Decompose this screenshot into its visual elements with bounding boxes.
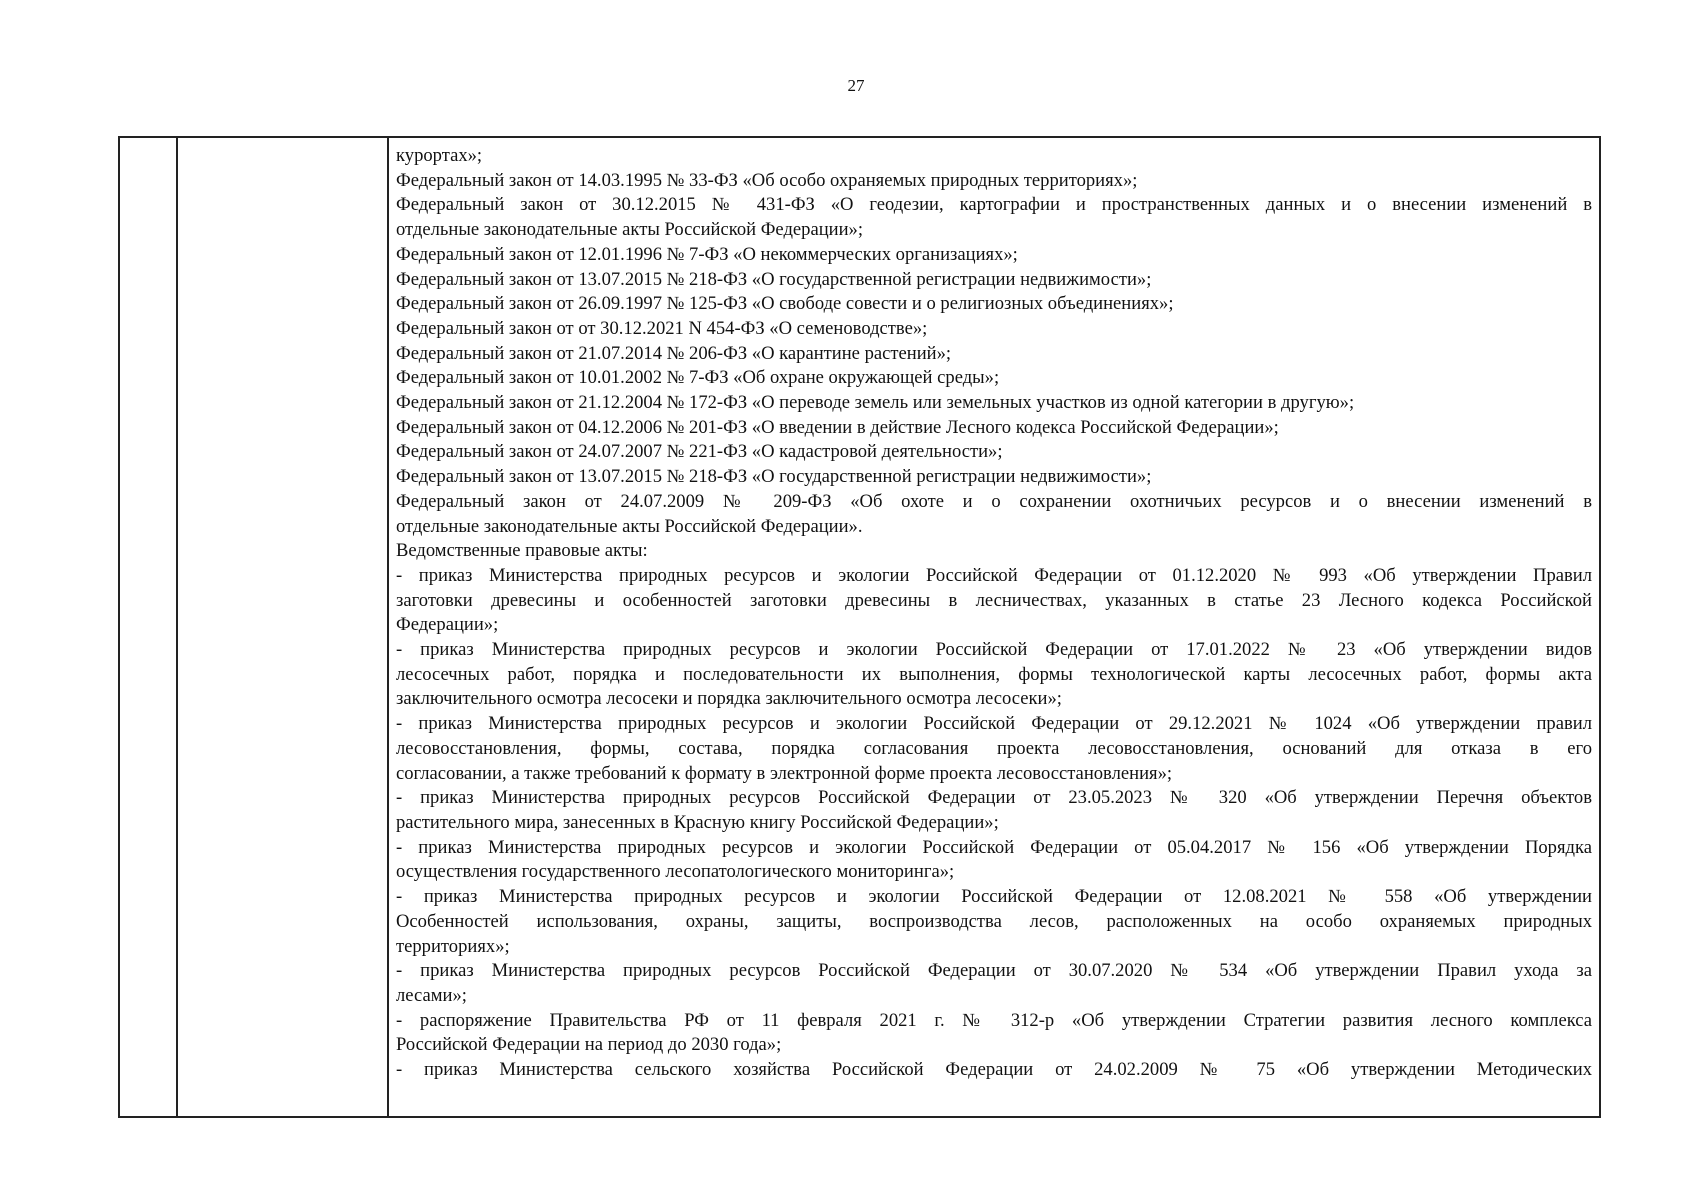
text-line: - приказ Министерства природных ресурсов Российской Федерации от 23.05.2023 № 320 «Об утверждении Перечня объектов (396, 787, 1592, 809)
text-line: - приказ Министерства природных ресурсов и экологии Российской Федерации от 17.01.2022 № 23 «Об утверждении видов (396, 639, 1592, 661)
text-line: Федерации»; (396, 614, 499, 636)
text-line: Федеральный закон от 13.07.2015 № 218-ФЗ «О государственной регистрации недвижимости»; (396, 466, 1152, 488)
text-line: Федеральный закон от 21.12.2004 № 172-ФЗ «О переводе земель или земельных участков из одной категории в другую»; (396, 392, 1355, 414)
column-divider-2 (387, 138, 389, 1116)
text-line: заготовки древесины и особенностей заготовки древесины в лесничествах, указанных в статье 23 Лесного кодекса Российской (396, 589, 1592, 611)
text-line: Федеральный закон от 13.07.2015 № 218-ФЗ «О государственной регистрации недвижимости»; (396, 268, 1152, 290)
text-line: - приказ Министерства природных ресурсов и экологии Российской Федерации от 29.12.2021 № 1024 «Об утверждении правил (396, 713, 1592, 735)
text-line: отдельные законодательные акты Российской Федерации»; (396, 219, 864, 241)
text-line: - приказ Министерства сельского хозяйства Российской Федерации от 24.02.2009 № 75 «Об утверждении Методических (396, 1059, 1592, 1081)
text-line: Федеральный закон от 24.07.2007 № 221-ФЗ «О кадастровой деятельности»; (396, 441, 1003, 463)
text-line: Федеральный закон от 10.01.2002 № 7-ФЗ «Об охране окружающей среды»; (396, 367, 1000, 389)
text-line: Федеральный закон от 14.03.1995 № 33-ФЗ «Об особо охраняемых природных территориях»; (396, 169, 1138, 191)
text-line: лесосечных работ, порядка и последовательности их выполнения, формы технологической карты лесосечных работ, формы акта (396, 663, 1592, 685)
text-line: - приказ Министерства природных ресурсов Российской Федерации от 30.07.2020 № 534 «Об утверждении Правил ухода за (396, 960, 1592, 982)
text-line: Федеральный закон от 26.09.1997 № 125-ФЗ «О свободе совести и о религиозных объединениях»; (396, 293, 1174, 315)
text-line: территориях»; (396, 935, 510, 957)
column-divider-1 (176, 138, 178, 1116)
text-line: осуществления государственного лесопатологического мониторинга»; (396, 861, 955, 883)
document-table (118, 136, 1601, 1118)
text-line: растительного мира, занесенных в Красную книгу Российской Федерации»; (396, 811, 999, 833)
legal-acts-list (396, 144, 1592, 1083)
text-line: - приказ Министерства природных ресурсов и экологии Российской Федерации от 05.04.2017 № 156 «Об утверждении Порядка (396, 836, 1592, 858)
text-line: Федеральный закон от от 30.12.2021 N 454-ФЗ «О семеноводстве»; (396, 317, 928, 339)
text-line: - приказ Министерства природных ресурсов и экологии Российской Федерации от 12.08.2021 № 558 «Об утверждении (396, 886, 1592, 908)
text-line: курортах»; (396, 145, 483, 166)
text-line: Федеральный закон от 24.07.2009 № 209-ФЗ «Об охоте и о сохранении охотничьих ресурсов и о внесении изменений в (396, 490, 1592, 512)
text-line: отдельные законодательные акты Российской Федерации». (396, 515, 863, 537)
text-line: Федеральный закон от 12.01.1996 № 7-ФЗ «О некоммерческих организациях»; (396, 243, 1018, 265)
text-line: согласовании, а также требований к формату в электронной форме проекта лесовосстановления»; (396, 762, 1173, 784)
text-line: лесовосстановления, формы, состава, порядка согласования проекта лесовосстановления, оснований для отказа в его (396, 737, 1592, 759)
text-line: лесами»; (396, 984, 467, 1006)
text-line: Ведомственные правовые акты: (396, 540, 648, 562)
text-line: Федеральный закон от 21.07.2014 № 206-ФЗ «О карантине растений»; (396, 342, 952, 364)
text-line: Федеральный закон от 30.12.2015 № 431-ФЗ «О геодезии, картографии и пространственных данных и о внесении изменений в (396, 194, 1592, 216)
text-line: - приказ Министерства природных ресурсов и экологии Российской Федерации от 01.12.2020 № 993 «Об утверждении Правил (396, 564, 1592, 586)
text-line: заключительного осмотра лесосеки и порядка заключительного осмотра лесосеки»; (396, 688, 1062, 710)
text-line: Федеральный закон от 04.12.2006 № 201-ФЗ «О введении в действие Лесного кодекса Российской Федерации»; (396, 416, 1279, 438)
text-line: Особенностей использования, охраны, защиты, воспроизводства лесов, расположенных на особо охраняемых природных (396, 910, 1592, 932)
text-line: Российской Федерации на период до 2030 года»; (396, 1034, 782, 1056)
text-line: - распоряжение Правительства РФ от 11 февраля 2021 г. № 312-р «Об утверждении Стратегии развития лесного комплекса (396, 1009, 1592, 1031)
page-number: 27 (847, 76, 865, 95)
